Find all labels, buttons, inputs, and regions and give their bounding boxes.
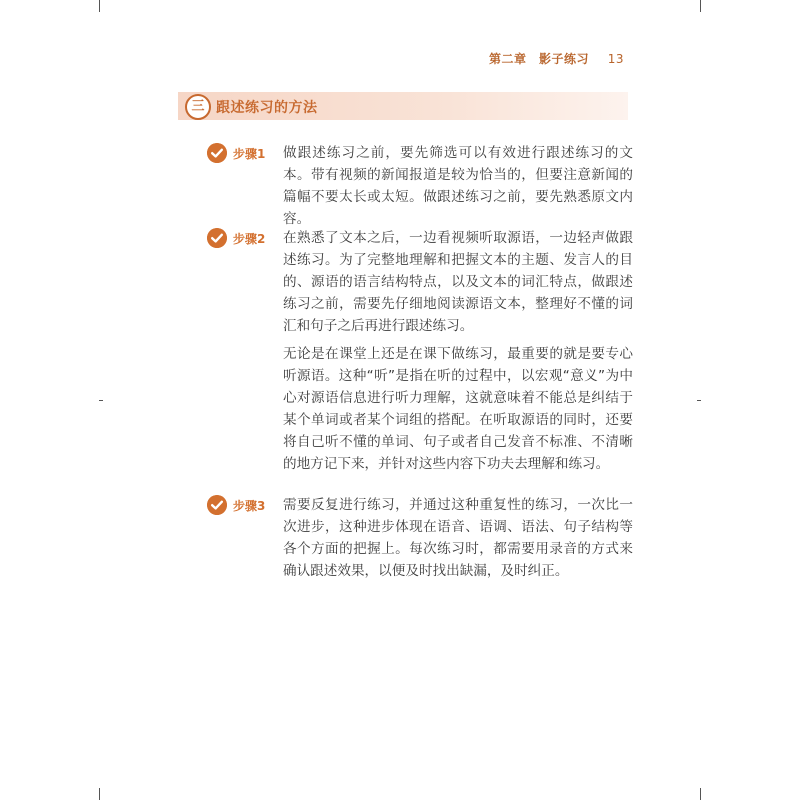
crop-mark-top-right — [700, 0, 701, 12]
page-number: 13 — [607, 52, 624, 66]
step-2-paragraph-1: 在熟悉了文本之后，一边看视频听取源语，一边轻声做跟述练习。为了完整地理解和把握文本的主题、发言人的目的、源语的语言结构特点，以及文本的词汇特点，做跟述练习之前，需要先仔细地阅读源语文本，整理好不懂的词汇和句子之后再进行跟述练习。 — [283, 230, 633, 334]
crop-mark-middle-left — [99, 400, 103, 401]
step-1-paragraph: 做跟述练习之前，要先筛选可以有效进行跟述练习的文本。带有视频的新闻报道是较为恰当的，但要注意新闻的篇幅不要太长或太短。做跟述练习之前，要先熟悉原文内容。 — [283, 145, 633, 227]
crop-mark-middle-right — [697, 400, 701, 401]
crop-mark-bottom-right — [700, 788, 701, 800]
step-2-paragraph-2: 无论是在课堂上还是在课下做练习，最重要的就是要专心听源语。这种“听”是指在听的过程中，以宏观“意义”为中心对源语信息进行听力理解，这就意味着不能总是纠结于某个单词或者某个词组的搭配。在听取源语的同时，还要将自己听不懂的单词、句子或者自己发音不标准、不清晰的地方记下来，并针对这些内容下功夫去理解和练习。 — [283, 346, 633, 472]
crop-mark-bottom-left — [99, 788, 100, 800]
section-number-badge: 三 — [185, 94, 211, 120]
chapter-title: 第二章 影子练习 — [489, 52, 590, 66]
check-circle-icon — [207, 228, 227, 248]
step-label: 步骤3 — [233, 499, 266, 513]
step-3-paragraph: 需要反复进行练习，并通过这种重复性的练习，一次比一次进步，这种进步体现在语音、语调、语法、句子结构等各个方面的把握上。每次练习时，都需要用录音的方式来确认跟述效果，以便及时找出缺漏，及时纠正。 — [283, 497, 633, 579]
step-label: 步骤2 — [233, 232, 266, 246]
check-circle-icon — [207, 143, 227, 163]
crop-mark-top-left — [99, 0, 100, 12]
step-label: 步骤1 — [233, 147, 266, 161]
check-circle-icon — [207, 495, 227, 515]
running-head — [489, 50, 624, 67]
section-title: 跟述练习的方法 — [216, 100, 318, 116]
